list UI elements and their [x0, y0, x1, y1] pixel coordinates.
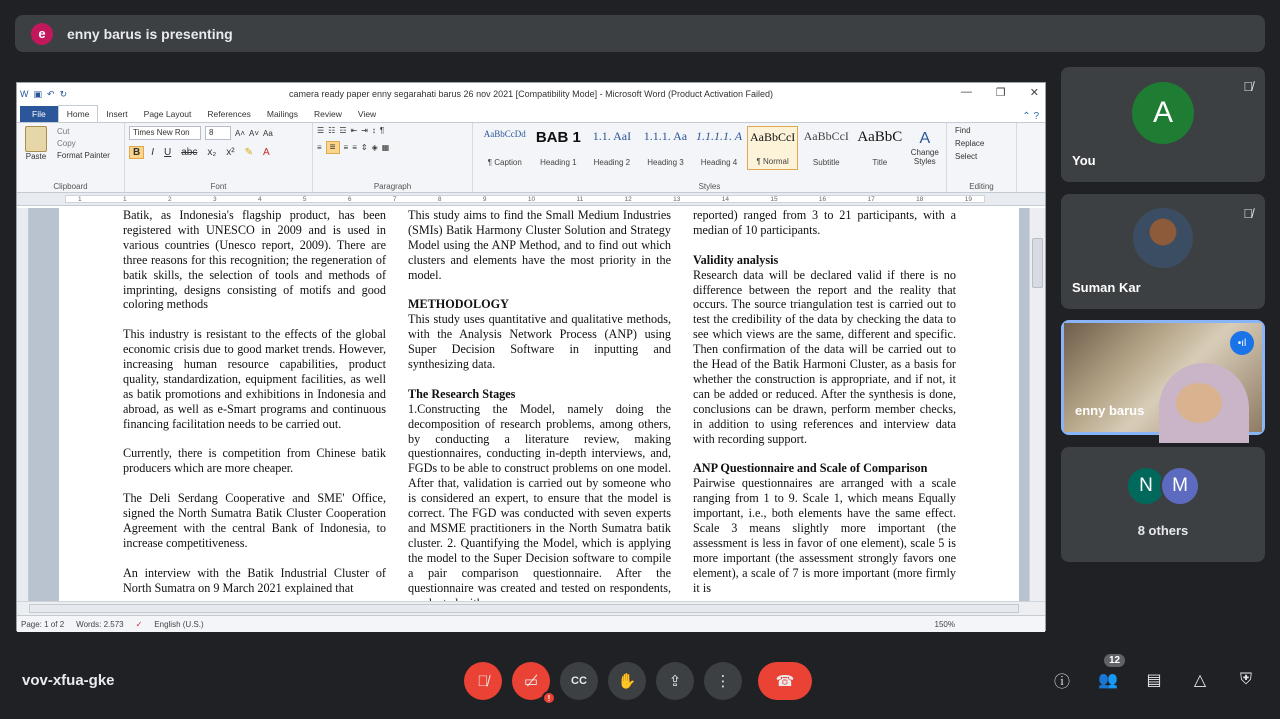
zoom-level[interactable]: 150%: [934, 619, 955, 629]
document-area: [17, 208, 1045, 601]
section-heading: ANP Questionnaire and Scale of Comparison: [693, 461, 928, 476]
document-page[interactable]: [59, 208, 1019, 601]
participant-tile-you[interactable]: [1061, 67, 1265, 182]
format-painter-button[interactable]: Format Painter: [57, 151, 110, 160]
replace-button[interactable]: Replace: [955, 139, 985, 148]
change-styles-icon: A: [919, 130, 931, 147]
tab-review[interactable]: Review: [314, 109, 342, 119]
line-spacing-icon[interactable]: ⇕: [360, 143, 368, 152]
editing-label: Editing: [969, 182, 994, 191]
horizontal-scrollbar[interactable]: [17, 601, 1045, 615]
chat-icon: ▤: [1146, 672, 1162, 689]
ruler-tick: 2: [167, 196, 172, 203]
multilevel-list-icon[interactable]: ☲: [339, 126, 347, 135]
align-center-icon[interactable]: ≡: [326, 141, 340, 154]
participant-name: 8 others: [1137, 523, 1189, 538]
font-color-icon[interactable]: A: [263, 147, 270, 158]
raise-hand-button[interactable]: [608, 662, 646, 700]
style-heading-4[interactable]: 1.1.1.1. A Heading 4: [695, 129, 743, 167]
ruler-tick: 17: [867, 196, 875, 203]
avatar: N: [1126, 466, 1166, 506]
clipboard-icon: [25, 126, 47, 152]
underline-button[interactable]: U: [164, 147, 172, 158]
language-indicator[interactable]: English (U.S.): [154, 619, 204, 629]
align-right-icon[interactable]: ≡: [343, 143, 349, 152]
justify-icon[interactable]: ≡: [352, 143, 357, 152]
participant-tile-suman[interactable]: [1061, 194, 1265, 309]
ruler-tick: 14: [721, 196, 729, 203]
minimize-icon[interactable]: —: [960, 86, 972, 98]
decrease-indent-icon[interactable]: ⇤: [350, 126, 358, 135]
paragraph: This study uses quantitative and qualitative methods, with the Analysis Network Process (ANP) using Super Decision Software in inputting and synthesizing data.: [408, 312, 671, 372]
font-size-select[interactable]: 8: [205, 126, 231, 140]
avatar: [1133, 208, 1193, 268]
participant-name: enny barus: [1075, 403, 1145, 418]
camera-off-icon: ▭̸: [523, 673, 539, 690]
activities-icon: △: [1193, 672, 1207, 689]
alert-icon: !: [542, 691, 556, 705]
ruler-tick: 7: [392, 196, 397, 203]
shrink-font-icon[interactable]: A˅: [249, 128, 260, 138]
change-case-icon[interactable]: Aa: [263, 128, 273, 138]
host-controls-button[interactable]: [1234, 668, 1258, 692]
grow-font-icon[interactable]: A˄: [235, 128, 246, 138]
tab-references[interactable]: References: [207, 109, 251, 119]
ruler-tick: 3: [212, 196, 217, 203]
find-button[interactable]: Find: [955, 126, 971, 135]
paragraph: reported) ranged from 3 to 21 participants, with a median of 10 participants.: [693, 208, 956, 237]
captions-icon: CC: [571, 675, 587, 687]
ruler-tick: 11: [576, 196, 584, 203]
present-button[interactable]: [656, 662, 694, 700]
numbering-icon[interactable]: ☷: [328, 126, 336, 135]
presenting-banner: [15, 15, 1265, 52]
ruler-tick: 8: [437, 196, 442, 203]
bold-button[interactable]: B: [129, 146, 144, 159]
change-styles-button[interactable]: A Change Styles: [908, 126, 942, 166]
ruler-tick: 9: [482, 196, 487, 203]
ruler-tick: 12: [624, 196, 632, 203]
meeting-details-button[interactable]: [1050, 668, 1074, 692]
align-left-icon[interactable]: ≡: [317, 143, 322, 152]
ruler-tick: 1: [122, 196, 127, 203]
ruler-tick: 1: [78, 196, 82, 203]
ruler-tick: 18: [916, 196, 924, 203]
avatar: M: [1160, 466, 1200, 506]
participant-tile-others[interactable]: [1061, 447, 1265, 562]
column-1: [123, 208, 386, 601]
mic-off-icon: 🎙̸: [1243, 79, 1253, 94]
tab-view[interactable]: View: [357, 109, 377, 119]
paragraph-label: Paragraph: [373, 182, 412, 191]
superscript-button[interactable]: x²: [226, 147, 235, 158]
people-icon: 👥: [1098, 672, 1118, 689]
clipboard-group: [17, 123, 125, 192]
tab-file[interactable]: File: [20, 106, 58, 122]
participant-tile-enny[interactable]: [1061, 320, 1265, 435]
paragraph: 1.Constructing the Model, namely doing the decomposition of research problems, among others, by conducting a literature review, making questionnaires, conducting in-depth interviews, and, FGDs to be able to construct problems on one model. After that, validation is carried out by someone who is considered an expert, to ensure that the model is correct. The FGD was conducted with seven experts and MSME practitioners in the North Sumatra batik cluster. 2. Quantifying the Model, which is applying the model to the Super Decision software to compile a pair comparison questionnaire. After the questionnaire was created and tested on respondents,: [408, 401, 671, 595]
paragraph: Batik, as Indonesia's flagship product, has been registered with UNESCO in 2009 and is used in various countries (Unesco report, 2009). There are three reasons for this recognition; the regeneration of batik skills, the selection of tools and methods of imprinting, designs consisting of motifs and good coloring methods: [123, 208, 386, 312]
tab-home[interactable]: Home: [58, 105, 99, 122]
people-count-badge: 12: [1104, 654, 1125, 667]
shared-screen: [16, 82, 1046, 631]
page-count[interactable]: Page: 1 of 2: [21, 619, 65, 629]
present-icon: ⇪: [668, 673, 682, 690]
shield-icon: ⛨: [1239, 671, 1252, 688]
style-subtitle[interactable]: AaBbCcI Subtitle: [803, 129, 849, 167]
quick-access-toolbar: [17, 89, 67, 100]
paragraph: An interview with the Batik Industrial Cluster of North Sumatra on 9 March 2021 explained that: [123, 565, 386, 595]
shading-icon[interactable]: ◈: [371, 143, 378, 152]
word-titlebar: [17, 83, 1045, 105]
word-count[interactable]: Words: 2.573: [76, 619, 124, 629]
hang-up-icon: ☎: [775, 673, 795, 690]
font-group: [125, 123, 313, 192]
paragraph: Research data will be declared valid if there is no difference between the report and the reality that occurs. The source triangulation test is carried out to test the credibility of the data by checking the data to see which views are the same, different and specific. Then confirmation of the data will be carried out to the Head of the Batik Harmoni Cluster, as a basis for whether the construction is appropriate, and if not, it can be added or reduced. After the synthesis is done, conclusions can be drawn, perform member checks, in addition to using references and interview data with recording support.: [693, 267, 956, 446]
ruler-tick: 13: [673, 196, 681, 203]
tab-insert[interactable]: Insert: [106, 109, 128, 119]
ribbon: [17, 123, 1045, 193]
paste-button[interactable]: Paste: [21, 126, 51, 180]
undo-icon[interactable]: ↶: [47, 88, 55, 99]
column-2: [408, 208, 671, 601]
info-icon: ⓘ: [1053, 673, 1070, 691]
paragraph-group: [313, 123, 473, 192]
style-heading-2[interactable]: 1.1. AaI Heading 2: [592, 129, 632, 167]
ribbon-tabs: [17, 105, 1045, 123]
horizontal-ruler: [17, 193, 1045, 206]
paragraph: Pairwise questionnaires are arranged with a scale ranging from 1 to 9. Scale 1, which means Equally important, i.e., both elements have the same effect. Scale 3 means slightly more important (the assessment is less in favor of one element), scale 5 is more important (the assessment strongly favors one element), a scale of 7 is more important (more firmly it is: [693, 476, 956, 595]
save-icon[interactable]: ▣: [33, 88, 43, 99]
editing-group: [947, 123, 1017, 192]
style-title[interactable]: AaBbC Title: [857, 129, 903, 167]
chat-button[interactable]: [1142, 668, 1166, 692]
section-heading: The Research Stages: [408, 386, 516, 401]
copy-button[interactable]: Copy: [57, 139, 76, 148]
paragraph: Currently, there is competition from Chinese batik producers which are more cheaper.: [123, 446, 386, 476]
status-bar: [17, 615, 1045, 632]
ruler-tick: 19: [964, 196, 972, 203]
presenter-avatar: e: [31, 23, 53, 45]
font-label: Font: [210, 182, 227, 191]
more-options-button[interactable]: [704, 662, 742, 700]
italic-button[interactable]: I: [151, 147, 155, 158]
style-caption[interactable]: AaBbCcDd ¶ Caption: [483, 129, 526, 167]
pilcrow-icon[interactable]: ¶: [379, 126, 385, 135]
font-name-select[interactable]: Times New Ron: [129, 126, 201, 140]
ruler-tick: 5: [302, 196, 307, 203]
leave-call-button[interactable]: [758, 662, 812, 700]
sort-icon[interactable]: ↕: [371, 126, 376, 135]
hand-icon: ✋: [617, 673, 637, 690]
mic-off-icon: 🎙̸: [477, 672, 489, 690]
ruler-tick: 15: [770, 196, 778, 203]
call-controls: [464, 662, 812, 703]
participant-name: You: [1072, 153, 1096, 168]
style-normal[interactable]: AaBbCcI ¶ Normal: [747, 126, 799, 170]
ruler-tick: 10: [527, 196, 536, 203]
styles-label: Styles: [698, 182, 721, 191]
section-heading: Validity analysis: [693, 252, 779, 267]
borders-icon[interactable]: ▦: [381, 143, 390, 152]
tab-mailings[interactable]: Mailings: [266, 109, 299, 119]
vertical-scrollbar[interactable]: [1029, 208, 1045, 601]
side-actions: [1050, 655, 1258, 692]
mic-off-icon: 🎙̸: [1243, 206, 1253, 221]
style-heading-1[interactable]: BAB 1 Heading 1: [535, 129, 581, 167]
camera-toggle-button[interactable]: [512, 662, 551, 703]
select-button[interactable]: Select: [955, 152, 978, 161]
ruler-tick: 16: [818, 196, 827, 203]
paragraph: The Deli Serdang Cooperative and SME' Office, signed the North Sumatra Batik Cluster Cooperation Agreement with the central Bank of Indonesia, to increase competitiveness.: [123, 491, 386, 550]
captions-button[interactable]: [560, 662, 598, 700]
column-3: [693, 208, 956, 601]
avatar: A: [1132, 82, 1194, 144]
ruler-tick: 6: [347, 196, 352, 203]
close-icon[interactable]: ✕: [1029, 87, 1039, 99]
restore-icon[interactable]: ❐: [995, 87, 1006, 99]
participant-name: Suman Kar: [1072, 280, 1141, 295]
activities-button[interactable]: [1188, 668, 1212, 692]
presenting-text: enny barus is presenting: [67, 25, 233, 42]
speaking-indicator-icon: •ıl: [1230, 331, 1254, 355]
help-icon[interactable]: ⌃ ?: [1022, 111, 1039, 122]
styles-group: [473, 123, 947, 192]
cut-button[interactable]: Cut: [57, 127, 70, 136]
meeting-code: vov-xfua-gke: [22, 672, 115, 689]
section-heading: METHODOLOGY: [408, 297, 509, 312]
more-icon: ⋮: [715, 673, 731, 690]
window-title: camera ready paper enny segarahati barus 26 nov 2021 [Compatibility Mode] - Microsoft Word (Product Activation Failed): [288, 89, 774, 99]
redo-icon[interactable]: ↻: [59, 88, 68, 99]
subscript-button[interactable]: x₂: [207, 147, 217, 158]
bullets-icon[interactable]: ☰: [317, 126, 325, 135]
vertical-ruler: [17, 208, 29, 601]
paragraph: This study aims to find the Small Medium Industries (SMIs) Batik Harmony Cluster Solution and Strategy Model using the ANP Method, and to find out which clusters and elements have the most priority in the model.: [408, 208, 671, 282]
strikethrough-button[interactable]: abc: [181, 147, 198, 158]
spellcheck-icon[interactable]: ✓: [135, 619, 143, 629]
ruler-tick: 4: [257, 196, 262, 203]
mic-toggle-button[interactable]: [464, 662, 502, 700]
people-button[interactable]: [1096, 655, 1121, 692]
highlight-icon[interactable]: ✎: [244, 147, 253, 158]
increase-indent-icon[interactable]: ⇥: [361, 126, 368, 135]
paragraph: This industry is resistant to the effects of the global economic crisis due to good market trends. However, increasing human resource capabilities, product quality, standardization, equipment facilities, as well as batik promotions and exhibitions in Indonesia and abroad, as well as e-Smart programs and continuous financing facilitation needs to be carried out.: [123, 327, 386, 431]
style-heading-3[interactable]: 1.1.1. Aa Heading 3: [643, 129, 688, 167]
tab-page-layout[interactable]: Page Layout: [143, 109, 192, 119]
clipboard-label: Clipboard: [53, 182, 88, 191]
word-logo-icon: W: [20, 89, 29, 99]
